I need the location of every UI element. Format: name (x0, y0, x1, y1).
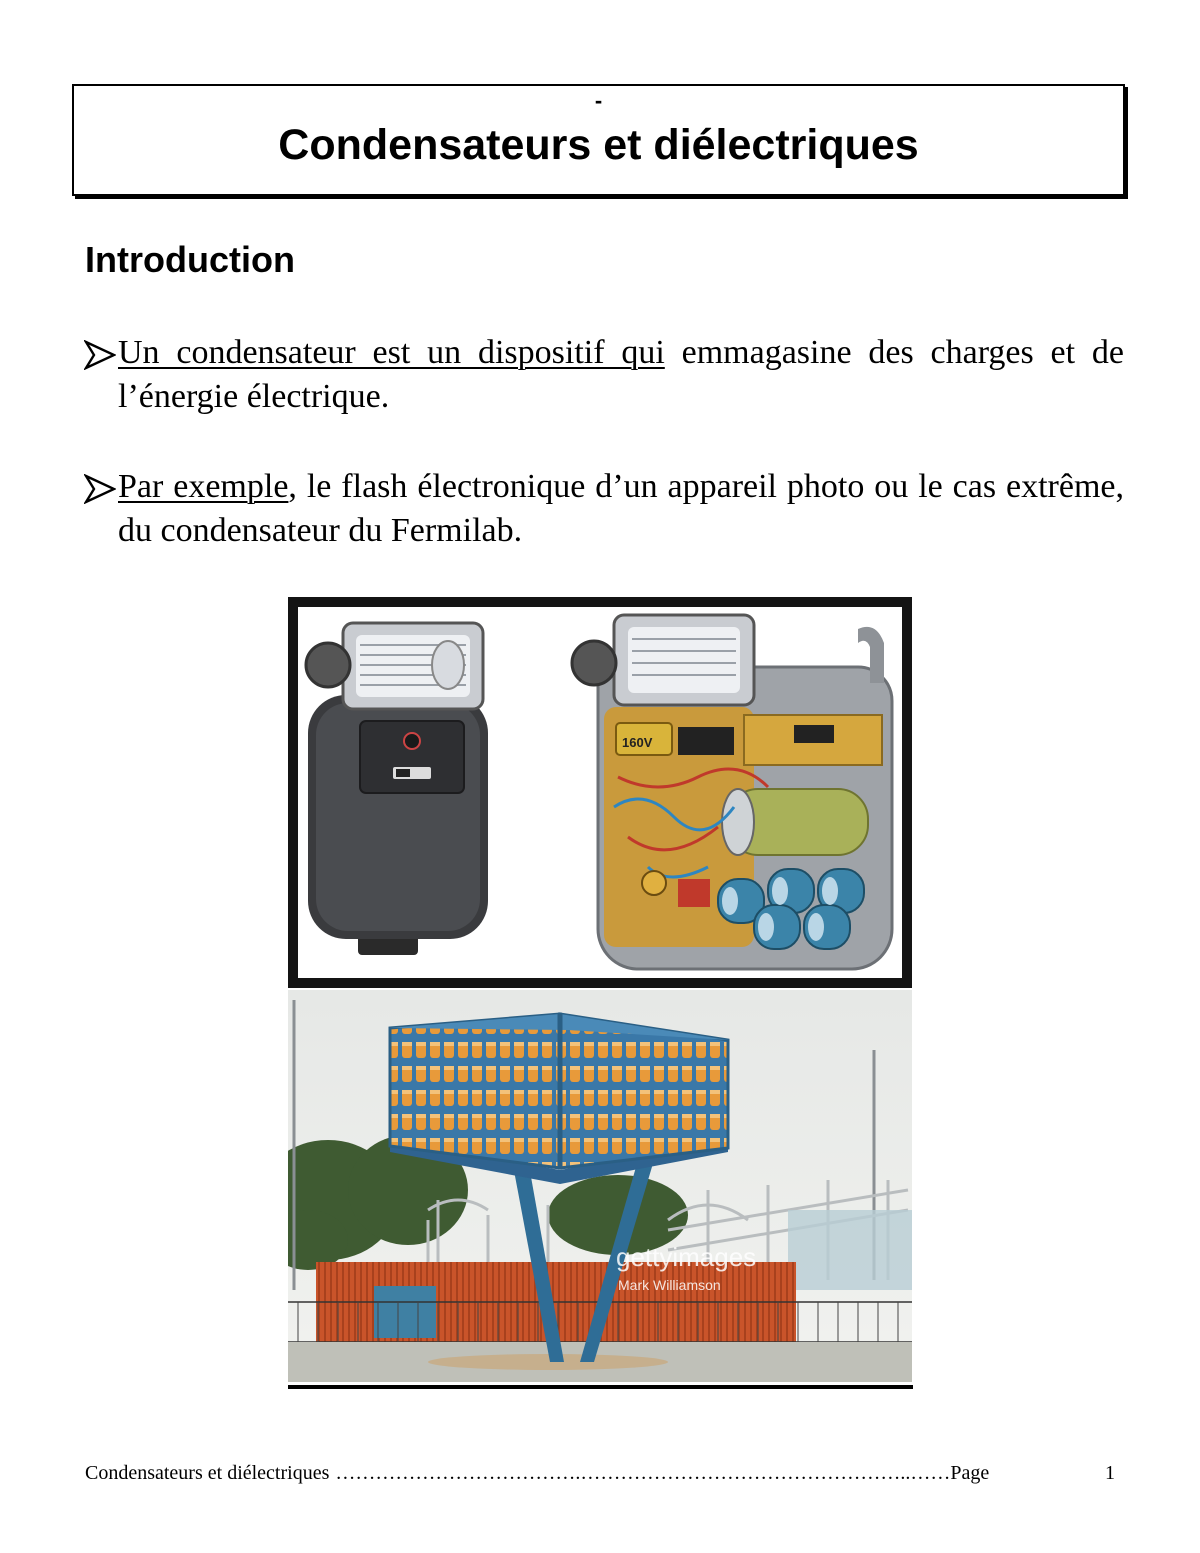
bullet-underlined: Un condensateur est un dispositif qui (118, 334, 665, 371)
footer-title: Condensateurs et diélectriques (85, 1462, 330, 1484)
capacitor-label: 160V (622, 735, 653, 750)
bullet-text (118, 465, 1124, 553)
title-box (72, 84, 1125, 196)
title-marker: - (594, 88, 603, 113)
flash-cutaway (572, 615, 892, 969)
bullet-underlined: Par exemple (118, 468, 289, 505)
flash-unit-illustration (288, 597, 912, 988)
page-footer (85, 1461, 1115, 1485)
fermilab-capacitor-photo (288, 990, 912, 1382)
page-number: 1 (1105, 1462, 1115, 1484)
footer-leader-dots: ……………………………….…………………………………………..……Page (335, 1462, 990, 1484)
bullet-text (118, 331, 1124, 419)
bullet-item (84, 331, 1124, 419)
photo-watermark-credit: Mark Williamson (618, 1277, 721, 1293)
bullet-item (84, 465, 1124, 553)
bullet-rest: , le flash électronique d’un appareil photo ou le cas extrême, du condensateur du Fermilab. (118, 468, 1124, 549)
flash-exterior (306, 623, 488, 955)
bullet-rest: emmagasine des charges et de l’énergie électrique. (118, 334, 1124, 415)
page-title: Condensateurs et diélectriques (278, 121, 919, 169)
section-heading: Introduction (85, 239, 295, 280)
figure-bottom-rule (288, 1385, 913, 1389)
photo-watermark-brand: gettyimages (616, 1242, 757, 1272)
